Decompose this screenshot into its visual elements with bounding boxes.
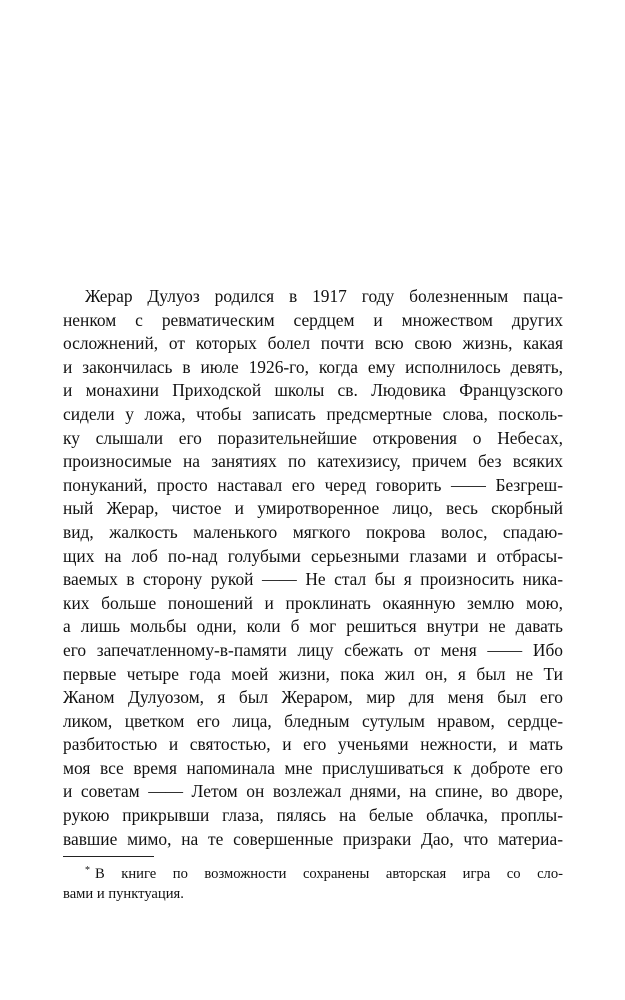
paragraph-line: и закончилась в июле 1926-го, когда ему исполнилось девять, bbox=[63, 356, 563, 377]
paragraph-line: ваемых в сторону рукой —— Не стал бы я произносить ника- bbox=[63, 569, 563, 590]
paragraph-line: первые четыре года моей жизни, пока жил он, я был не Ти bbox=[63, 663, 563, 684]
footnote-line: вами и пунктуация. bbox=[63, 886, 184, 902]
footnote-divider bbox=[63, 856, 154, 857]
main-paragraph bbox=[63, 285, 563, 851]
paragraph-line: моя все время напоминала мне прислушиваться к доброте его bbox=[63, 757, 563, 778]
paragraph-line: рукою прикрывши глаза, пялясь на белые облачка, проплы- bbox=[63, 805, 563, 826]
paragraph-line: вид, жалкость маленького мягкого покрова волос, спадаю- bbox=[63, 521, 563, 542]
paragraph-line: и советам —— Летом он возлежал днями, на спине, во дворе, bbox=[63, 781, 563, 802]
paragraph-line: осложнений, от которых болел почти всю свою жизнь, какая bbox=[63, 333, 563, 354]
paragraph-line: понуканий, просто наставал его черед говорить —— Безгреш- bbox=[63, 474, 563, 495]
paragraph-line: сидели у ложа, чтобы записать предсмертные слова, посколь- bbox=[63, 403, 563, 424]
paragraph-line: Жерар Дулуоз родился в 1917 году болезненным паца- bbox=[85, 286, 563, 306]
paragraph-line: произносимые на занятиях по катехизису, причем без всяких bbox=[63, 451, 563, 472]
paragraph-line: ликом, цветком его лица, бледным сутулым нравом, сердце- bbox=[63, 710, 563, 731]
footnote-line bbox=[63, 861, 563, 884]
paragraph-line: а лишь мольбы одни, коли б мог решиться внутри не давать bbox=[63, 616, 563, 637]
paragraph-line: Жаном Дулуозом, я был Жераром, мир для меня был его bbox=[63, 687, 563, 708]
paragraph-line: вавшие мимо, на те совершенные призраки Дао, что материа- bbox=[63, 828, 563, 849]
footnote-text: В книге по возможности сохранены авторская игра со сло- bbox=[95, 866, 563, 882]
footnote bbox=[63, 861, 563, 904]
paragraph-line: ненком с ревматическим сердцем и множеством других bbox=[63, 309, 563, 330]
paragraph-line: ку слышали его поразительнейшие откровения о Небесах, bbox=[63, 427, 563, 448]
paragraph-line: щих на лоб по-над голубыми серьезными глазами и отбрасы- bbox=[63, 545, 563, 566]
paragraph-line: его запечатленному-в-памяти лицу сбежать от меня —— Ибо bbox=[63, 639, 563, 660]
paragraph-line: ких больше поношений и проклинать окаянную землю мою, bbox=[63, 592, 563, 613]
paragraph-line: ный Жерар, чистое и умиротворенное лицо, весь скорбный bbox=[63, 498, 563, 519]
paragraph-line: разбитостью и святостью, и его ученьями нежности, и мать bbox=[63, 734, 563, 755]
paragraph-line: и монахини Приходской школы св. Людовика Французского bbox=[63, 380, 563, 401]
footnote-marker: * bbox=[85, 865, 90, 876]
